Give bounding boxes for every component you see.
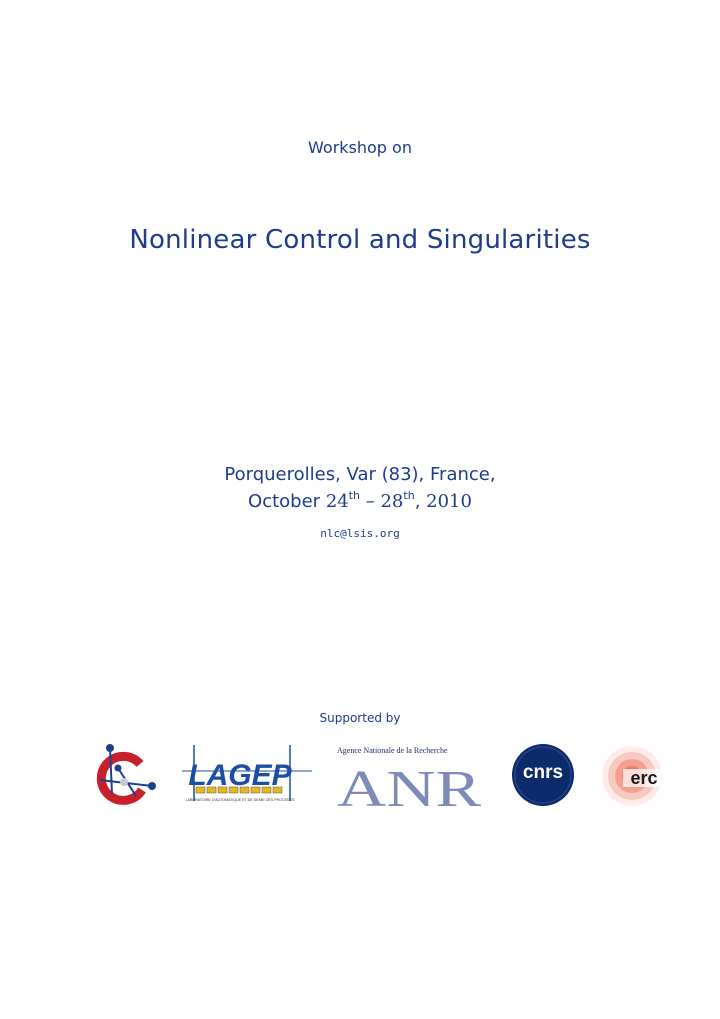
lagep-logo	[182, 743, 312, 809]
date-month: October	[248, 491, 321, 512]
contact-email[interactable]: nlc@lsis.org	[320, 527, 400, 540]
cnrs-wordmark: cnrs	[522, 762, 564, 783]
date-start-day: 24	[325, 491, 349, 512]
cnrs-logo	[511, 743, 575, 807]
lagep-wordmark: LAGEP	[188, 759, 292, 792]
anr-logo	[335, 740, 485, 810]
supported-by-heading: Supported by	[319, 711, 401, 725]
location-line: Porquerolles, Var (83), France,	[224, 464, 496, 485]
date-dash: –	[365, 491, 375, 512]
workshop-intro: Workshop on	[308, 138, 412, 157]
anr-wordmark	[337, 761, 481, 810]
date-end-day: 28	[380, 491, 404, 512]
lsis-logo	[96, 740, 158, 808]
erc-logo	[597, 741, 667, 811]
erc-wordmark: erc	[630, 768, 658, 788]
date-year-separator: ,	[414, 491, 421, 512]
anr-wordmark-text: ANR	[337, 761, 482, 810]
lagep-subtitle: LABORATOIRE D'AUTOMATIQUE ET DE GENIE DES PROCEDES	[185, 798, 295, 802]
date-line	[0, 491, 720, 512]
page-title: Nonlinear Control and Singularities	[129, 225, 591, 255]
date-year: 2010	[426, 491, 472, 512]
anr-agency-name: Agence Nationale de la Recherche	[337, 746, 448, 755]
date-start-suffix: th	[348, 489, 361, 502]
date-end-suffix: th	[403, 489, 415, 502]
